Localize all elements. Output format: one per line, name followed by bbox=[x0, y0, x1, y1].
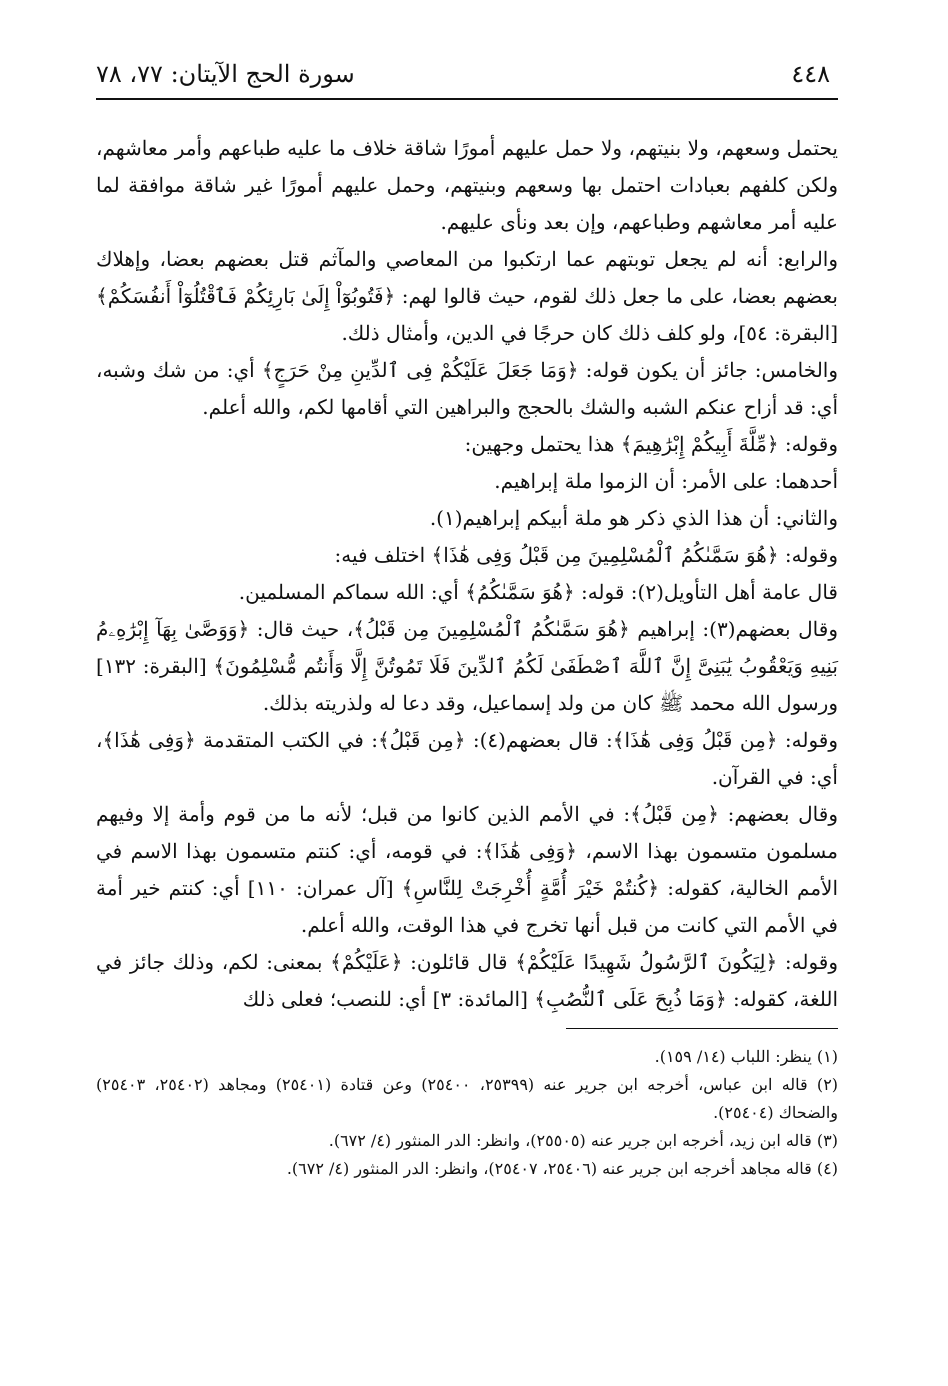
paragraph: وقال بعضهم(٣): إبراهيم ﴿هُوَ سَمَّىٰكُمُ ٱلْمُسْلِمِينَ مِن قَبْلُ﴾، حيث قال: ﴿وَوَصَّىٰ بِهَآ إِبْرَٰهِۦمُ بَنِيهِ وَيَعْقُوبُ يَٰبَنِىَّ إِنَّ ٱللَّهَ ٱصْطَفَىٰ لَكُمُ ٱلدِّينَ فَلَا تَمُوتُنَّ إِلَّا وَأَنتُم مُّسْلِمُونَ﴾ [البقرة: ١٣٢] ورسول الله محمد ﷺ كان من ولد إسماعيل، وقد دعا له ولذريته بذلك. bbox=[96, 617, 838, 715]
running-title: سورة الحج الآيتان: ٧٧، ٧٨ bbox=[96, 60, 355, 88]
paragraph: قال عامة أهل التأويل(٢): قوله: ﴿هُوَ سَمَّىٰكُمُ﴾ أي: الله سماكم المسلمين. bbox=[238, 580, 838, 604]
paragraph: أحدهما: على الأمر: أن الزموا ملة إبراهيم. bbox=[494, 469, 838, 493]
page-header bbox=[96, 52, 838, 100]
paragraph: والرابع: أنه لم يجعل توبتهم عما ارتكبوا من المعاصي والمآثم قتل بعضهم بعضا، وإهلاك بعضهم بعضا، على ما جعل ذلك لقوم، حيث قالوا لهم: ﴿فَتُوبُوٓاْ إِلَىٰ بَارِئِكُمْ فَٱقْتُلُوٓاْ أَنفُسَكُمْ﴾ [البقرة: ٥٤]، ولو كلف ذلك كان حرجًا في الدين، وأمثال ذلك. bbox=[96, 247, 839, 345]
paragraph: وقوله: ﴿هُوَ سَمَّىٰكُمُ ٱلْمُسْلِمِينَ مِن قَبْلُ وَفِى هَٰذَا﴾ اختلف فيه: bbox=[334, 543, 838, 567]
paragraph: وقوله: ﴿مِّلَّةَ أَبِيكُمْ إِبْرَٰهِيمَ﴾ هذا يحتمل وجهين: bbox=[464, 432, 838, 456]
footnote: (٣) قاله ابن زيد، أخرجه ابن جرير عنه (٢٥٥٠٥)، وانظر: الدر المنثور (٤/ ٦٧٢). bbox=[328, 1131, 838, 1150]
paragraph: والخامس: جائز أن يكون قوله: ﴿وَمَا جَعَلَ عَلَيْكُمْ فِى ٱلدِّينِ مِنْ حَرَجٍ﴾ أي: من شك وشبه، أي: قد أزاح عنكم الشبه والشك بالحجج والبراهين التي أقامها لكم، والله أعلم. bbox=[96, 358, 838, 419]
footnote-divider bbox=[566, 1028, 838, 1029]
paragraph: وقال بعضهم: ﴿مِن قَبْلُ﴾: في الأمم الذين كانوا من قبل؛ لأنه ما من قوم وأمة إلا وفيهم مسلمون متسمون بهذا الاسم، ﴿وَفِى هَٰذَا﴾: في قومه، أي: كنتم متسمون بهذا الاسم في الأمم الخالية، كقوله: ﴿كُنتُمْ خَيْرَ أُمَّةٍ أُخْرِجَتْ لِلنَّاسِ﴾ [آل عمران: ١١٠] أي: كنتم خير أمة في الأمم التي كانت من قبل أنها تخرج في هذا الوقت، والله أعلم. bbox=[96, 802, 838, 937]
footnotes bbox=[96, 1043, 838, 1183]
paragraph: والثاني: أن هذا الذي ذكر هو ملة أبيكم إبراهيم(١). bbox=[429, 506, 838, 530]
main-text bbox=[96, 130, 838, 1018]
paragraph: وقوله: ﴿لِيَكُونَ ٱلرَّسُولُ شَهِيدًا عَلَيْكُمْ﴾ قال قائلون: ﴿عَلَيْكُمْ﴾ بمعنى: لكم، وذلك جائز في اللغة، كقوله: ﴿وَمَا ذُبِحَ عَلَى ٱلنُّصُبِ﴾ [المائدة: ٣] أي: للنصب؛ فعلى ذلك bbox=[96, 950, 838, 1011]
page-number: ٤٤٨ bbox=[791, 60, 830, 88]
paragraph: وقوله: ﴿مِن قَبْلُ وَفِى هَٰذَا﴾: قال بعضهم(٤): ﴿مِن قَبْلُ﴾: في الكتب المتقدمة ﴿وَفِى هَٰذَا﴾، أي: في القرآن. bbox=[96, 728, 838, 789]
paragraph: يحتمل وسعهم، ولا بنيتهم، ولا حمل عليهم أمورًا شاقة خلاف ما عليه طباعهم وأمر معاشهم، ولكن كلفهم بعبادات احتمل بها وسعهم وبنيتهم، وحمل عليهم أمورًا غير شاقة موافقة لما عليه أمر معاشهم وطباعهم، وإن بعد ونأى عليهم. bbox=[96, 136, 838, 234]
footnote: (٢) قاله ابن عباس، أخرجه ابن جرير عنه (٢٥٣٩٩، ٢٥٤٠٠) وعن قتادة (٢٥٤٠١) ومجاهد (٢٥٤٠٢، ٢٥٤٠٣) والضحاك (٢٥٤٠٤). bbox=[96, 1075, 839, 1122]
footnote: (٤) قاله مجاهد أخرجه ابن جرير عنه (٢٥٤٠٦، ٢٥٤٠٧)، وانظر: الدر المنثور (٤/ ٦٧٢). bbox=[286, 1159, 838, 1178]
book-page bbox=[96, 52, 838, 1342]
footnote: (١) ينظر: اللباب (١٤/ ١٥٩). bbox=[654, 1047, 838, 1066]
